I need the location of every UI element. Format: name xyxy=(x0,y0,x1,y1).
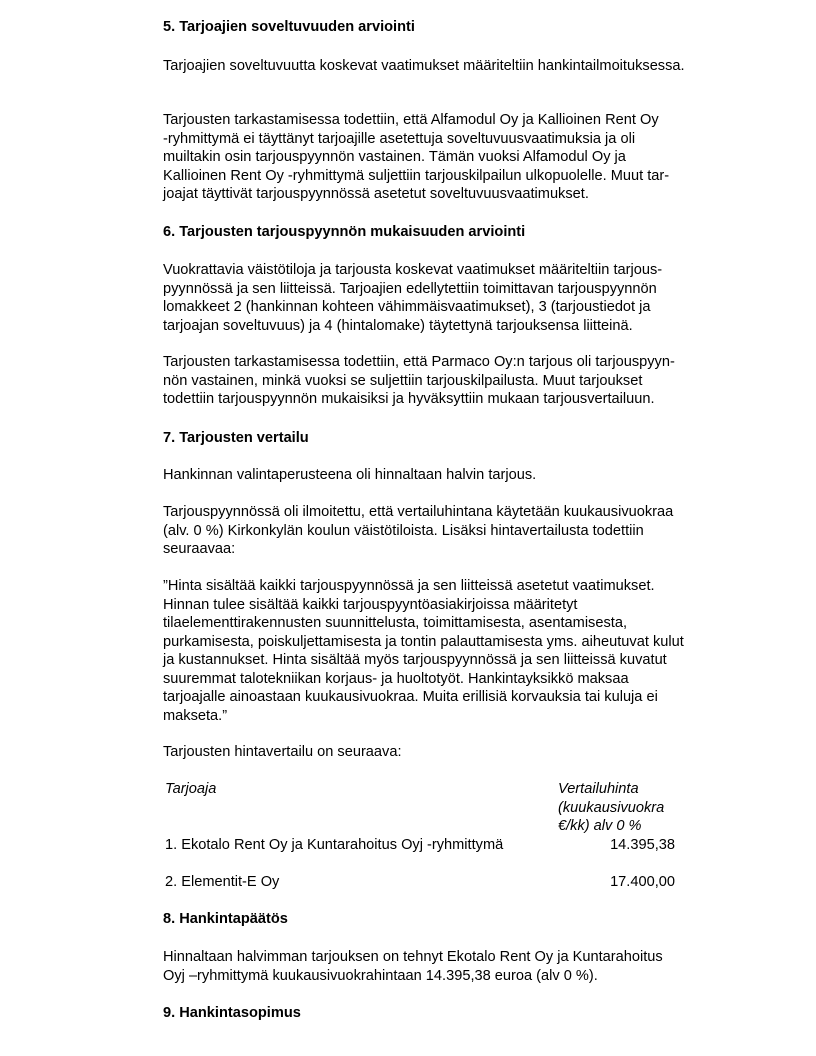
header-line: Vertailuhinta xyxy=(558,781,639,797)
text-line: purkamisesta, poiskuljettamisesta ja tontin palauttamisesta yms. aiheutuvat kulut xyxy=(163,633,684,650)
text-line: suuremmat talotekniikan korjaus- ja huoltotyöt. Hankintayksikkö maksaa xyxy=(163,670,629,687)
text-line: Hinnaltaan halvimman tarjouksen on tehnyt Ekotalo Rent Oy ja Kuntarahoitus xyxy=(163,949,663,965)
text-line: Tarjoajien soveltuvuutta koskevat vaatimukset määriteltiin hankintailmoituksessa. xyxy=(163,58,685,74)
text-line: lomakkeet 2 (hankinnan kohteen vähimmäisvaatimukset), 3 (tarjoustiedot ja xyxy=(163,299,651,315)
table-header-price xyxy=(558,780,664,836)
section-7-paragraph-3 xyxy=(163,743,723,762)
text-line: pyynnössä ja sen liitteissä. Tarjoajien edellytettiin toimittavan tarjouspyynnön xyxy=(163,280,657,297)
text-line: nön vastainen, minkä vuoksi se suljettiin tarjouskilpailusta. Muut tarjoukset xyxy=(163,372,643,389)
text-line: Oyj –ryhmittymä kuukausivuokrahintaan 14.395,38 euroa (alv 0 %). xyxy=(163,967,598,984)
text-line: muiltakin osin tarjouspyynnön vastainen. Tämän vuoksi Alfamodul Oy ja xyxy=(163,149,626,165)
table-header-bidder: Tarjoaja xyxy=(165,781,217,797)
header-line: €/kk) alv 0 % xyxy=(558,818,642,834)
text-line: Tarjousten hintavertailu on seuraava: xyxy=(163,744,402,760)
section-6-paragraph-2 xyxy=(163,353,723,409)
text-line: -ryhmittymä ei täyttänyt tarjoajille asetettuja soveltuvuusvaatimuksia ja oli xyxy=(163,130,636,147)
text-line: tilaelementtirakennusten suunnittelusta, toimittamisesta, asentamisesta, xyxy=(163,615,627,631)
section-5-paragraph-1 xyxy=(163,57,723,76)
text-line: Vuokrattavia väistötiloja ja tarjousta koskevat vaatimukset määriteltiin tarjous- xyxy=(163,262,663,278)
text-line: Tarjousten tarkastamisessa todettiin, että Alfamodul Oy ja Kallioinen Rent Oy xyxy=(163,112,659,128)
section-7-paragraph-2 xyxy=(163,503,723,559)
section-5-paragraph-2 xyxy=(163,111,723,204)
section-9-heading: 9. Hankintasopimus xyxy=(163,1005,301,1021)
text-line: Hinnan tulee sisältää kaikki tarjouspyyntöasiakirjoissa määritetyt xyxy=(163,596,578,613)
text-line: seuraavaa: xyxy=(163,541,236,557)
section-5-heading: 5. Tarjoajien soveltuvuuden arviointi xyxy=(163,19,415,35)
text-line: tarjoajan soveltuvuus) ja 4 (hintalomake) täytettynä tarjouksensa liitteinä. xyxy=(163,317,633,334)
table-row xyxy=(165,873,725,891)
text-line: tarjoajalle ainoastaan kuukausivuokraa. Muita erillisiä korvauksia tai kuluja ei xyxy=(163,689,658,705)
section-7-paragraph-1 xyxy=(163,466,723,485)
bidder-name: 1. Ekotalo Rent Oy ja Kuntarahoitus Oyj -ryhmittymä xyxy=(165,837,504,853)
bidder-price: 17.400,00 xyxy=(610,874,675,890)
section-6-paragraph-1 xyxy=(163,261,723,335)
text-line: todettiin tarjouspyynnön mukaisiksi ja hyväksyttiin mukaan tarjousvertailuun. xyxy=(163,391,655,407)
section-6-heading: 6. Tarjousten tarjouspyynnön mukaisuuden arviointi xyxy=(163,224,526,240)
table-row xyxy=(165,836,725,854)
text-line: Tarjousten tarkastamisessa todettiin, että Parmaco Oy:n tarjous oli tarjouspyyn- xyxy=(163,354,675,370)
text-line: ”Hinta sisältää kaikki tarjouspyynnössä ja sen liitteissä asetetut vaatimukset. xyxy=(163,578,655,594)
text-line: ja kustannukset. Hinta sisältää myös tarjouspyynnössä ja sen liitteissä kuvatut xyxy=(163,652,667,668)
header-line: (kuukausivuokra xyxy=(558,799,665,816)
text-line: (alv. 0 %) Kirkonkylän koulun väistötiloista. Lisäksi hintavertailusta todettiin xyxy=(163,522,644,539)
bidder-price: 14.395,38 xyxy=(610,837,675,853)
text-line: Hankinnan valintaperusteena oli hinnaltaan halvin tarjous. xyxy=(163,467,537,483)
text-line: makseta.” xyxy=(163,707,228,724)
section-7-quote xyxy=(163,577,723,725)
bidder-name: 2. Elementit-E Oy xyxy=(165,874,280,890)
section-8-paragraph-1 xyxy=(163,948,723,985)
section-8-heading: 8. Hankintapäätös xyxy=(163,911,288,927)
section-7-heading: 7. Tarjousten vertailu xyxy=(163,430,309,446)
text-line: joajat täyttivät tarjouspyynnössä asetetut soveltuvuusvaatimukset. xyxy=(163,186,589,202)
text-line: Kallioinen Rent Oy -ryhmittymä suljettiin tarjouskilpailun ulkopuolelle. Muut tar- xyxy=(163,167,670,184)
text-line: Tarjouspyynnössä oli ilmoitettu, että vertailuhintana käytetään kuukausivuokraa xyxy=(163,504,674,520)
